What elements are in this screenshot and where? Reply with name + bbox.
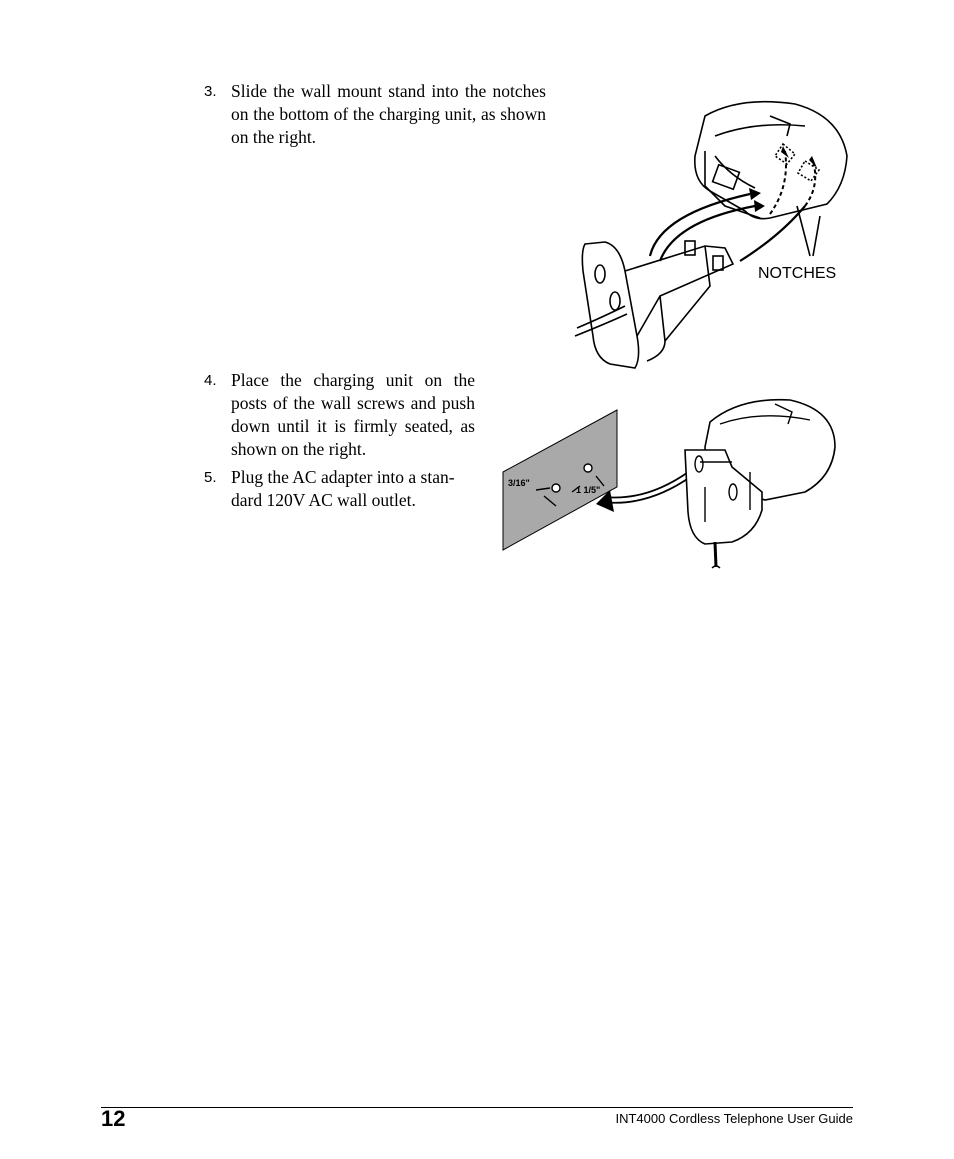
- step-number: 3.: [204, 83, 217, 100]
- step-5: [204, 466, 475, 512]
- wall-placement-figure: [500, 392, 845, 570]
- step-3: [204, 80, 546, 149]
- dimension-label-b: 1 1/5": [576, 485, 601, 495]
- step-text: Plug the AC adapter into a stan-dard 120V AC wall outlet.: [231, 467, 455, 510]
- footer-title: INT4000 Cordless Telephone User Guide: [615, 1111, 853, 1126]
- step-number: 4.: [204, 372, 217, 389]
- dimension-label-a: 3/16": [508, 478, 530, 488]
- wall-mount-notches-figure: [565, 96, 850, 371]
- notches-label: NOTCHES: [758, 265, 837, 282]
- step-text: Slide the wall mount stand into the notches on the bottom of the charging unit, as shown on the right.: [231, 81, 546, 147]
- footer-rule: [101, 1107, 853, 1108]
- step-4: [204, 369, 475, 461]
- page-number: 12: [101, 1106, 126, 1131]
- step-number: 5.: [204, 469, 217, 486]
- step-text: Place the charging unit on the posts of the wall screws and push down until it is firmly seated, as shown on the right.: [231, 370, 475, 459]
